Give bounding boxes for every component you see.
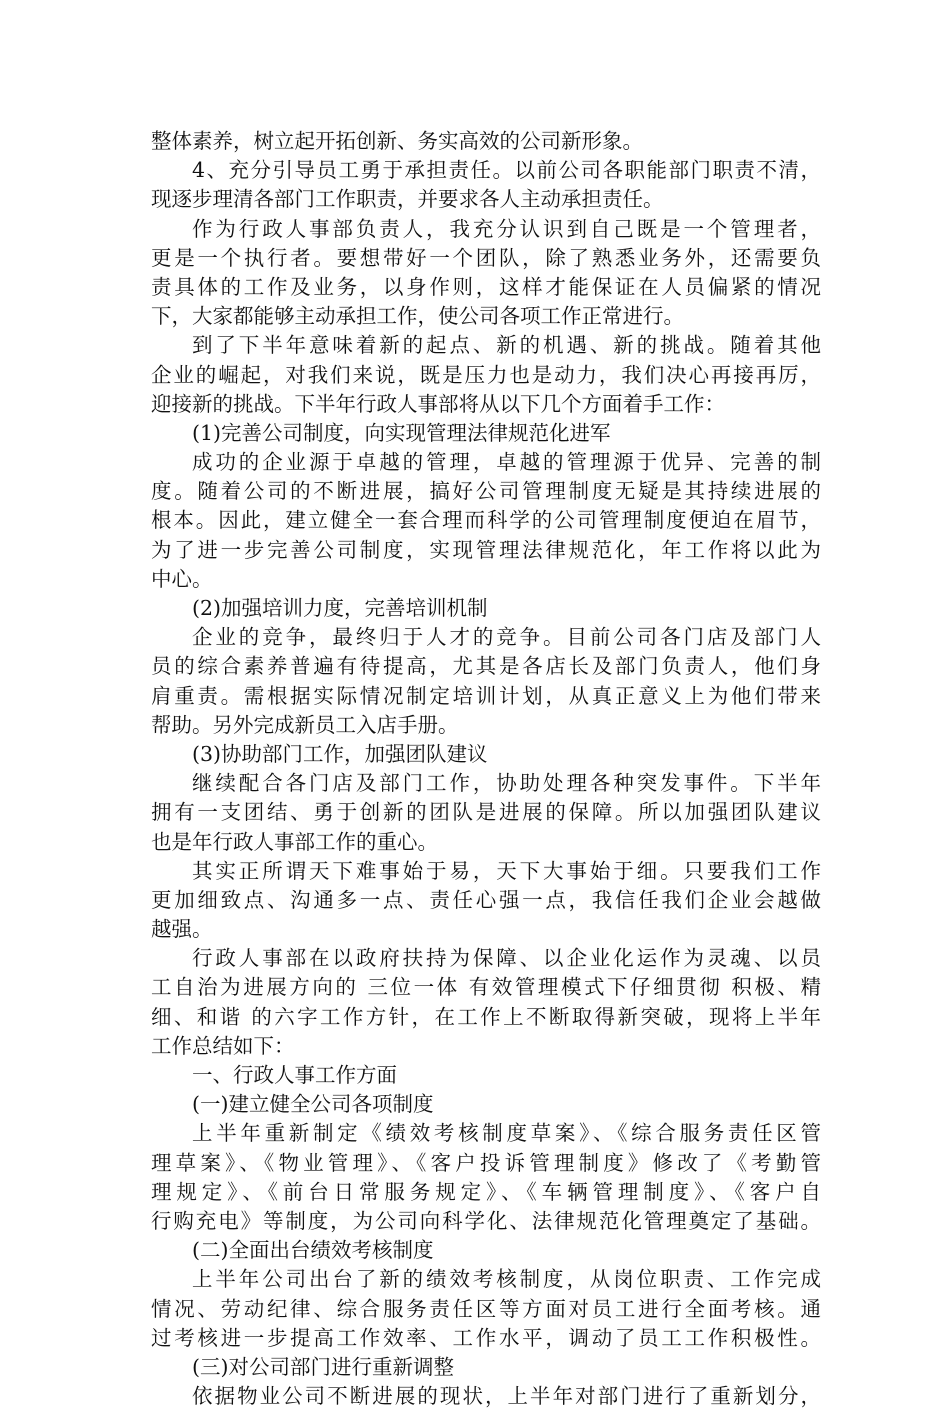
- text-line: 依据物业公司不断进展的现状，上半年对部门进行了重新划分，: [192, 1384, 821, 1409]
- text-line: (二)全面出台绩效考核制度: [192, 1238, 434, 1263]
- text-line: 其实正所谓天下难事始于易，天下大事始于细。只要我们工作: [192, 858, 821, 883]
- text-line: 企业的崛起，对我们来说，既是压力也是动力，我们决心再接再厉，: [151, 362, 821, 387]
- text-line: 下，大家都能够主动承担工作，使公司各项工作正常进行。: [151, 304, 684, 329]
- text-line: (一)建立健全公司各项制度: [192, 1092, 434, 1117]
- text-line: 工自治为进展方向的 三位一体 有效管理模式下仔细贯彻 积极、精: [151, 975, 821, 1000]
- text-line: 越强。: [151, 917, 213, 942]
- document-body: [151, 127, 821, 1411]
- text-line: 肩重责。需根据实际情况制定培训计划，从真正意义上为他们带来: [151, 683, 821, 708]
- text-line: 更是一个执行者。要想带好一个团队，除了熟悉业务外，还需要负: [151, 245, 821, 270]
- text-line: 企业的竞争，最终归于人才的竞争。目前公司各门店及部门人: [192, 625, 821, 650]
- text-line: 理规定》、《前台日常服务规定》、《车辆管理制度》、《客户自: [151, 1179, 821, 1204]
- text-line: 理草案》、《物业管理》、《客户投诉管理制度》修改了《考勤管: [151, 1150, 821, 1175]
- text-line: (1)完善公司制度，向实现管理法律规范化进军: [192, 420, 611, 445]
- text-line: (2)加强培训力度，完善培训机制: [192, 596, 488, 620]
- text-line: 员的综合素养普遍有待提高，尤其是各店长及部门负责人，他们身: [151, 654, 821, 679]
- text-line: 中心。: [151, 566, 213, 591]
- text-line: 上半年公司出台了新的绩效考核制度，从岗位职责、工作完成: [192, 1267, 821, 1292]
- text-line: 度。随着公司的不断进展，搞好公司管理制度无疑是其持续进展的: [151, 479, 821, 504]
- text-line: 工作总结如下：: [151, 1033, 295, 1058]
- text-line: 迎接新的挑战。下半年行政人事部将从以下几个方面着手工作：: [151, 391, 725, 416]
- text-line: 作为行政人事部负责人，我充分认识到自己既是一个管理者，: [192, 216, 821, 241]
- text-line: 上半年重新制定《绩效考核制度草案》、《综合服务责任区管: [192, 1121, 821, 1146]
- text-line: 责具体的工作及业务，以身作则，这样才能保证在人员偏紧的情况: [151, 274, 821, 299]
- text-line: 行政人事部在以政府扶持为保障、以企业化运作为灵魂、以员: [192, 946, 821, 971]
- text-line: 拥有一支团结、勇于创新的团队是进展的保障。所以加强团队建议: [151, 800, 821, 825]
- text-line: 情况、劳动纪律、综合服务责任区等方面对员工进行全面考核。通: [151, 1296, 821, 1321]
- text-line: (三)对公司部门进行重新调整: [192, 1354, 454, 1379]
- text-line: 更加细致点、沟通多一点、责任心强一点，我信任我们企业会越做: [151, 887, 821, 912]
- text-line: 为了进一步完善公司制度，实现管理法律规范化，年工作将以此为: [151, 537, 821, 562]
- text-line: 行购充电》等制度，为公司向科学化、法律规范化管理奠定了基础。: [151, 1208, 821, 1233]
- text-line: 细、和谐 的六字工作方针，在工作上不断取得新突破，现将上半年: [151, 1004, 821, 1029]
- text-line: 根本。因此，建立健全一套合理而科学的公司管理制度便迫在眉节，: [151, 508, 821, 533]
- text-line: 成功的企业源于卓越的管理，卓越的管理源于优异、完善的制: [192, 450, 821, 475]
- text-line: 到了下半年意味着新的起点、新的机遇、新的挑战。随着其他: [192, 333, 821, 358]
- text-line: 一、行政人事工作方面: [192, 1063, 397, 1087]
- text-line: 继续配合各门店及部门工作，协助处理各种突发事件。下半年: [192, 771, 821, 796]
- text-line: 过考核进一步提高工作效率、工作水平，调动了员工工作积极性。: [151, 1325, 821, 1350]
- text-line: 也是年行政人事部工作的重心。: [151, 829, 438, 854]
- text-line: (3)协助部门工作，加强团队建议: [192, 741, 488, 766]
- text-line: 帮助。另外完成新员工入店手册。: [151, 712, 459, 737]
- text-line: 4、充分引导员工勇于承担责任。以前公司各职能部门职责不清，: [192, 158, 821, 183]
- text-line: 整体素养，树立起开拓创新、务实高效的公司新形象。: [151, 129, 643, 153]
- text-line: 现逐步理清各部门工作职责，并要求各人主动承担责任。: [151, 187, 664, 212]
